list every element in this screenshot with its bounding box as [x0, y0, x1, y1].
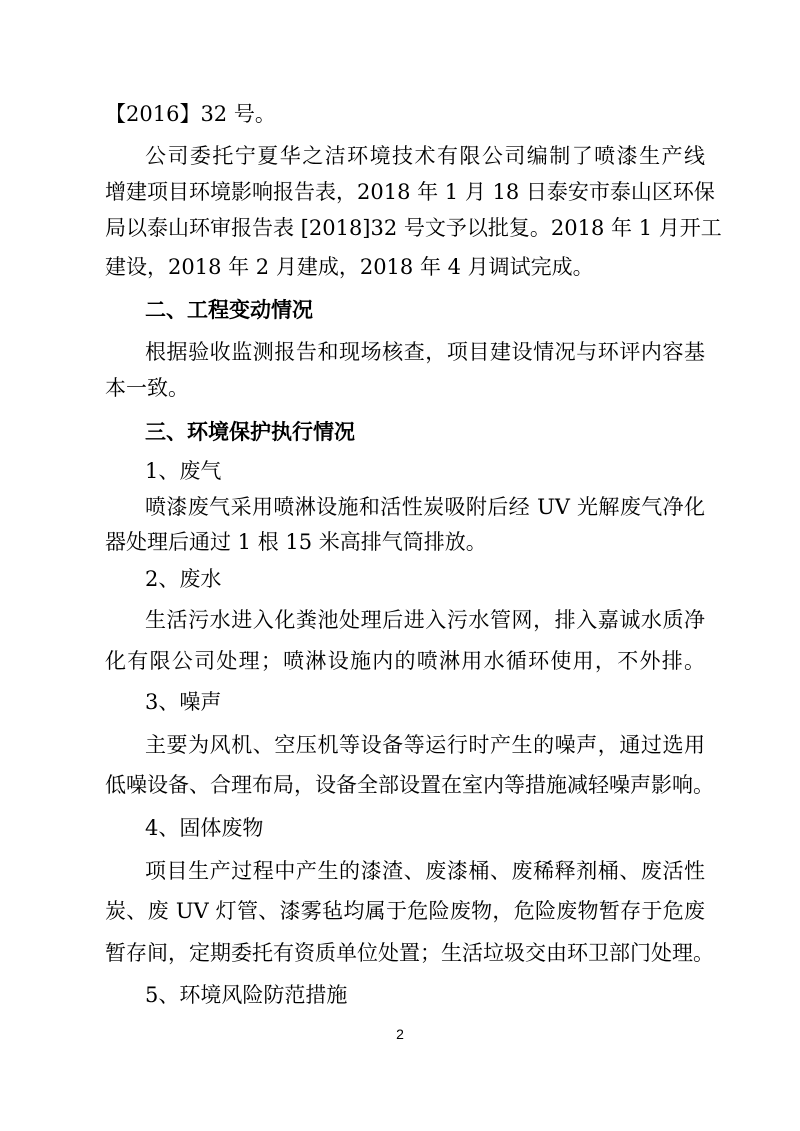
- text-line: 炭、废 UV 灯管、漆雾毡均属于危险废物，危险废物暂存于危废: [105, 899, 705, 923]
- text-line: 生活污水进入化粪池处理后进入污水管网，排入嘉诚水质净: [145, 608, 705, 632]
- text-line: 根据验收监测报告和现场核查，项目建设情况与环评内容基: [145, 340, 705, 364]
- text-line: 增建项目环境影响报告表，2018 年 1 月 18 日泰安市泰山区环保: [105, 180, 715, 204]
- text-line: 化有限公司处理；喷淋设施内的喷淋用水循环使用，不外排。: [105, 649, 705, 673]
- page-number: 2: [396, 1026, 404, 1042]
- text-line: 项目生产过程中产生的漆渣、废漆桶、废稀释剂桶、废活性: [145, 859, 705, 883]
- text-line: 公司委托宁夏华之洁环境技术有限公司编制了喷漆生产线: [145, 144, 705, 168]
- text-line: 暂存间，定期委托有资质单位处置；生活垃圾交由环卫部门处理。: [105, 941, 714, 965]
- text-line: 【2016】32 号。: [105, 102, 276, 126]
- text-line: 低噪设备、合理布局，设备全部设置在室内等措施减轻噪声影响。: [105, 773, 714, 797]
- text-line: 本一致。: [105, 376, 189, 400]
- subsection-heading: 4、固体废物: [145, 816, 264, 840]
- subsection-heading: 5、环境风险防范措施: [145, 983, 348, 1007]
- subsection-heading: 1、废气: [145, 459, 222, 483]
- text-line: 喷漆废气采用喷淋设施和活性炭吸附后经 UV 光解废气净化: [145, 495, 705, 519]
- text-line: 器处理后通过 1 根 15 米高排气筒排放。: [105, 530, 487, 554]
- subsection-heading: 2、废水: [145, 567, 222, 591]
- text-line: 局以泰山环审报告表 [2018]32 号文予以批复。2018 年 1 月开工: [105, 216, 722, 240]
- subsection-heading: 3、噪声: [145, 690, 222, 714]
- text-line: 主要为风机、空压机等设备等运行时产生的噪声，通过选用: [145, 733, 705, 757]
- section-heading: 三、环境保护执行情况: [145, 419, 355, 444]
- section-heading: 二、工程变动情况: [145, 297, 313, 322]
- text-line: 建设，2018 年 2 月建成，2018 年 4 月调试完成。: [105, 255, 594, 279]
